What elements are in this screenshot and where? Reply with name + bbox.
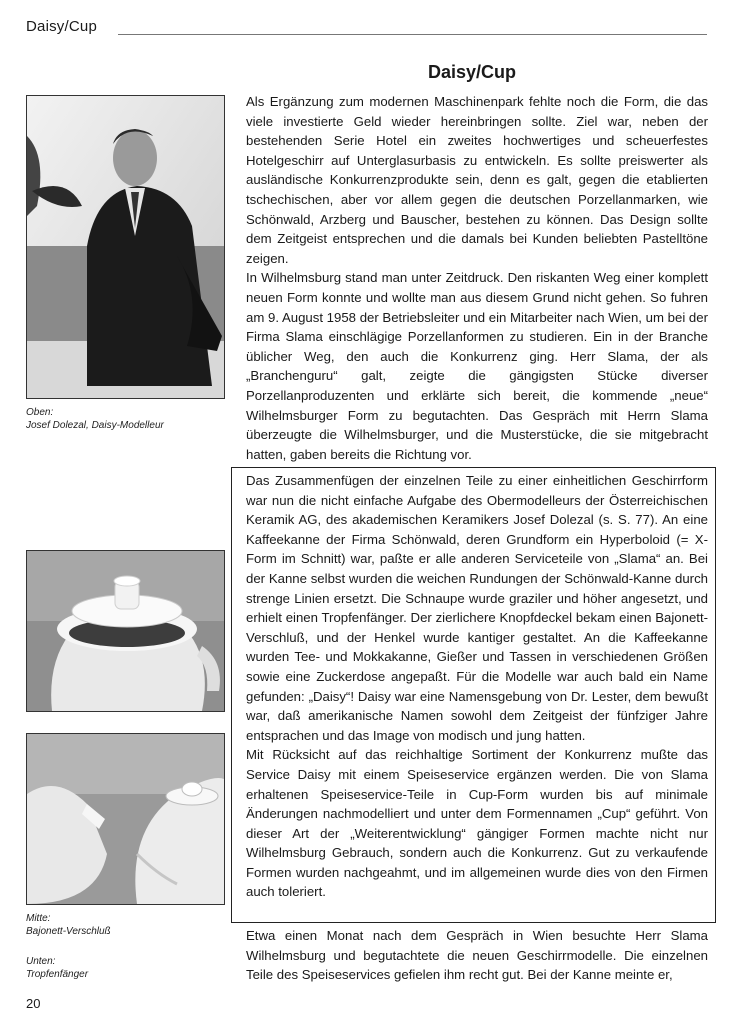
drip-catcher-photo [26, 733, 225, 905]
paragraph-3: Das Zusammenfügen der einzelnen Teile zu einer einheitlichen Geschirrform war nun die nicht einfache Aufgabe des Obermodelleurs der Österreichischen Keramik AG, des akademischen Keramikers Josef Dolezal (s. S. 77). An eine Kaffeekanne der Firma Schönwald, deren Grundform ein Hyperboloid (= X-Form im Schnitt) war, paßte er alle anderen Serviceteile von „Slama“ an. Bei der Kanne selbst wurden die weichen Rundungen der Schönwald-Kanne durch strenge Linien ersetzt. Die Schnaupe wurde graziler und höher angesetzt, und erhielt einen Tropfenfänger. Der zierlichere Knopfdeckel bekam einen Bajonett-Verschluß, und der Henkel wurde kantiger gestaltet. An die Kaffeekanne wurden Tee- und Mokkakanne, Gießer und Tassen in verschiedenen Größen sowie eine Zuckerdose angepaßt. Für die Modelle war auch bald ein Name gefunden: „Daisy“! Daisy war eine Namensgebung von Dr. Lester, dem bewußt war, daß amerikanische Namen sowohl dem Zeitgeist der fünfziger Jahre entsprachen und das Image von modisch und jung hatten. [246, 473, 708, 743]
bayonet-lid-photo [26, 550, 225, 712]
paragraph-1: Als Ergänzung zum modernen Maschinenpark fehlte noch die Form, die das viele investierte Geld wieder hereinbringen sollte. Ziel war, neben der bestehenden Serie Hotel ein zweites hochwertiges und scheuerfestes Hotelgeschirr auf Unterglasurbasis zu entwickeln. Es sollte preiswerter als ausländische Konkurrenzprodukte sein, denn es galt, gegen die etablierten tschechischen, aber vor allem gegen die deutschen Porzellanmarken, wie Schönwald, Arzberg und Bauscher, bestehen zu können. Das Design sollte dem Zeitgeist entsprechen und die damals bei Kunden beliebten Pastelltöne zeigen. [246, 94, 708, 266]
paragraph-5: Etwa einen Monat nach dem Gespräch in Wien besuchte Herr Slama Wilhelmsburg und begutachtete die neuen Geschirrmodelle. Die einzelnen Teile des Speiseservices gefielen ihm recht gut. Bei der Kanne meinte er, [246, 928, 708, 983]
caption-top-label: Oben: [26, 407, 54, 418]
portrait-photo [26, 95, 225, 399]
caption-top-text: Josef Dolezal, Daisy-Modelleur [26, 420, 164, 431]
caption-bottom-text: Tropfenfänger [26, 969, 89, 980]
caption-middle [26, 912, 111, 938]
body-boxed [246, 471, 708, 902]
caption-bottom [26, 955, 88, 981]
page-number: 20 [26, 996, 41, 1011]
caption-middle-label: Mitte: [26, 913, 51, 924]
header-rule [118, 34, 707, 35]
body-upper [246, 92, 708, 464]
caption-bottom-label: Unten: [26, 956, 56, 967]
caption-top [26, 406, 164, 432]
paragraph-4: Mit Rücksicht auf das reichhaltige Sortiment der Konkurrenz mußte das Service Daisy mit einem Speiseservice ergänzen werden. Die von Slama erhaltenen Speiseservice-Teile in Cup-Form wurden bis auf minimale Änderungen nachmodelliert und unter dem Formennamen „Cup“ geführt. Von dieser Art der „Weiterentwicklung“ gängiger Formen machte nicht nur Wilhelmsburg Gebrauch, sondern auch die Konkurrenz. Gut zu verkaufende Formen wurden nachgeahmt, und im allgemeinen wurde dies von den Firmen auch toleriert. [246, 747, 708, 900]
body-lower [246, 926, 708, 985]
paragraph-2: In Wilhelmsburg stand man unter Zeitdruck. Den riskanten Weg einer komplett neuen Form konnte und wollte man aus diesem Grund nicht gehen. So fuhren am 9. August 1958 der Betriebsleiter und ein Mitarbeiter nach Wien, um bei der Firma Slama einschlägige Porzellanformen zu studieren. Ein in der Branche üblicher Weg, den auch die Konkurrenz ging. Herr Slama, der als „Branchenguru“ galt, zeigte die gängigsten Stücke diverser Porzellanproduzenten und erklärte sich bereit, die kommende „neue“ Wilhelmsburger Form zu begutachten. Das Gespräch mit Herrn Slama überzeugte die Wilhelmsburger, und die Musterstücke, die sie mitgebracht hatten, gaben bereits die Richtung vor. [246, 270, 708, 462]
article-title: Daisy/Cup [428, 62, 517, 82]
caption-middle-text: Bajonett-Verschluß [26, 926, 111, 937]
running-header: Daisy/Cup [26, 18, 97, 35]
